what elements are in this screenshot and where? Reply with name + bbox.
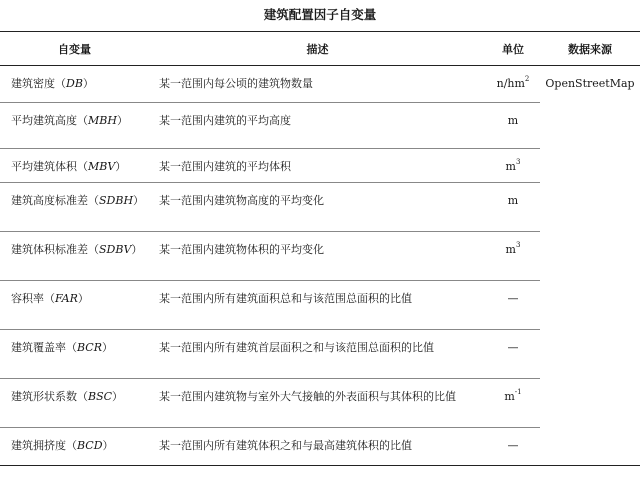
variable-cell [0, 183, 149, 232]
variable-name: 容积率 [11, 292, 44, 305]
unit-cell [486, 232, 540, 281]
unit-cell [486, 428, 540, 466]
table-header-row [0, 32, 640, 66]
variable-cell [0, 379, 149, 428]
unit-value: m [504, 390, 515, 403]
description-cell: 某一范围内建筑物高度的平均变化 [149, 183, 486, 232]
variable-name: 建筑体积标准差 [11, 243, 88, 256]
header-variable: 自变量 [0, 32, 149, 66]
unit-cell [486, 183, 540, 232]
close-paren: ） [115, 160, 127, 173]
header-source: 数据来源 [540, 32, 640, 66]
variable-cell [0, 232, 149, 281]
description-cell: 某一范围内所有建筑面积总和与该范围总面积的比值 [149, 281, 486, 330]
open-paren: （ [66, 439, 77, 452]
unit-value: m [505, 243, 516, 256]
open-paren: （ [77, 114, 88, 127]
unit-cell [486, 149, 540, 183]
unit-value: m [505, 160, 516, 173]
variable-abbreviation: BCR [77, 341, 102, 354]
unit-value: — [507, 341, 519, 354]
variable-abbreviation: BSC [88, 390, 113, 403]
unit-value: m [507, 194, 519, 207]
close-paren: ） [133, 194, 145, 207]
open-paren: （ [88, 194, 99, 207]
variable-name: 建筑形状系数 [11, 390, 77, 403]
variable-cell [0, 103, 149, 149]
unit-value: — [507, 292, 519, 305]
variable-name: 建筑覆盖率 [11, 341, 66, 354]
open-paren: （ [77, 160, 88, 173]
unit-cell [486, 330, 540, 379]
unit-value: n/hm [496, 77, 525, 90]
close-paren: ） [112, 390, 124, 403]
description-cell: 某一范围内建筑的平均体积 [149, 149, 486, 183]
unit-exponent: 2 [524, 75, 530, 84]
close-paren: ） [116, 114, 128, 127]
description-cell: 某一范围内每公顷的建筑物数量 [149, 66, 486, 103]
description-cell: 某一范围内建筑的平均高度 [149, 103, 486, 149]
unit-cell [486, 281, 540, 330]
unit-value: m [507, 114, 519, 127]
header-description: 描述 [149, 32, 486, 66]
table-caption: 建筑配置因子自变量 [263, 7, 377, 22]
variable-abbreviation: SDBH [99, 194, 134, 207]
close-paren: ） [102, 439, 114, 452]
variable-cell [0, 66, 149, 103]
table-row [0, 66, 640, 103]
header-unit: 单位 [486, 32, 540, 66]
close-paren: ） [77, 292, 89, 305]
variable-name: 建筑密度 [11, 77, 55, 90]
table-body [0, 66, 640, 466]
description-cell: 某一范围内建筑物体积的平均变化 [149, 232, 486, 281]
variable-name: 平均建筑体积 [11, 160, 77, 173]
variables-table [0, 31, 640, 466]
unit-cell [486, 379, 540, 428]
variable-cell [0, 281, 149, 330]
description-cell: 某一范围内所有建筑体积之和与最高建筑体积的比值 [149, 428, 486, 466]
variable-name: 建筑拥挤度 [11, 439, 66, 452]
close-paren: ） [82, 77, 94, 90]
variable-abbreviation: BCD [77, 439, 103, 452]
variable-abbreviation: SDBV [99, 243, 132, 256]
unit-cell [486, 103, 540, 149]
unit-exponent: 3 [515, 241, 521, 250]
unit-exponent: -1 [514, 388, 522, 397]
open-paren: （ [66, 341, 77, 354]
open-paren: （ [44, 292, 55, 305]
description-cell: 某一范围内建筑物与室外大气接触的外表面积与其体积的比值 [149, 379, 486, 428]
variable-name: 平均建筑高度 [11, 114, 77, 127]
unit-exponent: 3 [515, 158, 521, 167]
variable-name: 建筑高度标准差 [11, 194, 88, 207]
close-paren: ） [131, 243, 143, 256]
variable-cell [0, 330, 149, 379]
source-cell: OpenStreetMap [540, 66, 640, 466]
variable-abbreviation: FAR [55, 292, 78, 305]
open-paren: （ [88, 243, 99, 256]
description-cell: 某一范围内所有建筑首层面积之和与该范围总面积的比值 [149, 330, 486, 379]
open-paren: （ [77, 390, 88, 403]
variable-cell [0, 428, 149, 466]
unit-value: — [507, 439, 519, 452]
unit-cell [486, 66, 540, 103]
variable-cell [0, 149, 149, 183]
close-paren: ） [102, 341, 113, 354]
variable-abbreviation: MBV [88, 160, 116, 173]
variable-abbreviation: MBH [88, 114, 117, 127]
variable-abbreviation: DB [66, 77, 83, 90]
open-paren: （ [55, 77, 66, 90]
